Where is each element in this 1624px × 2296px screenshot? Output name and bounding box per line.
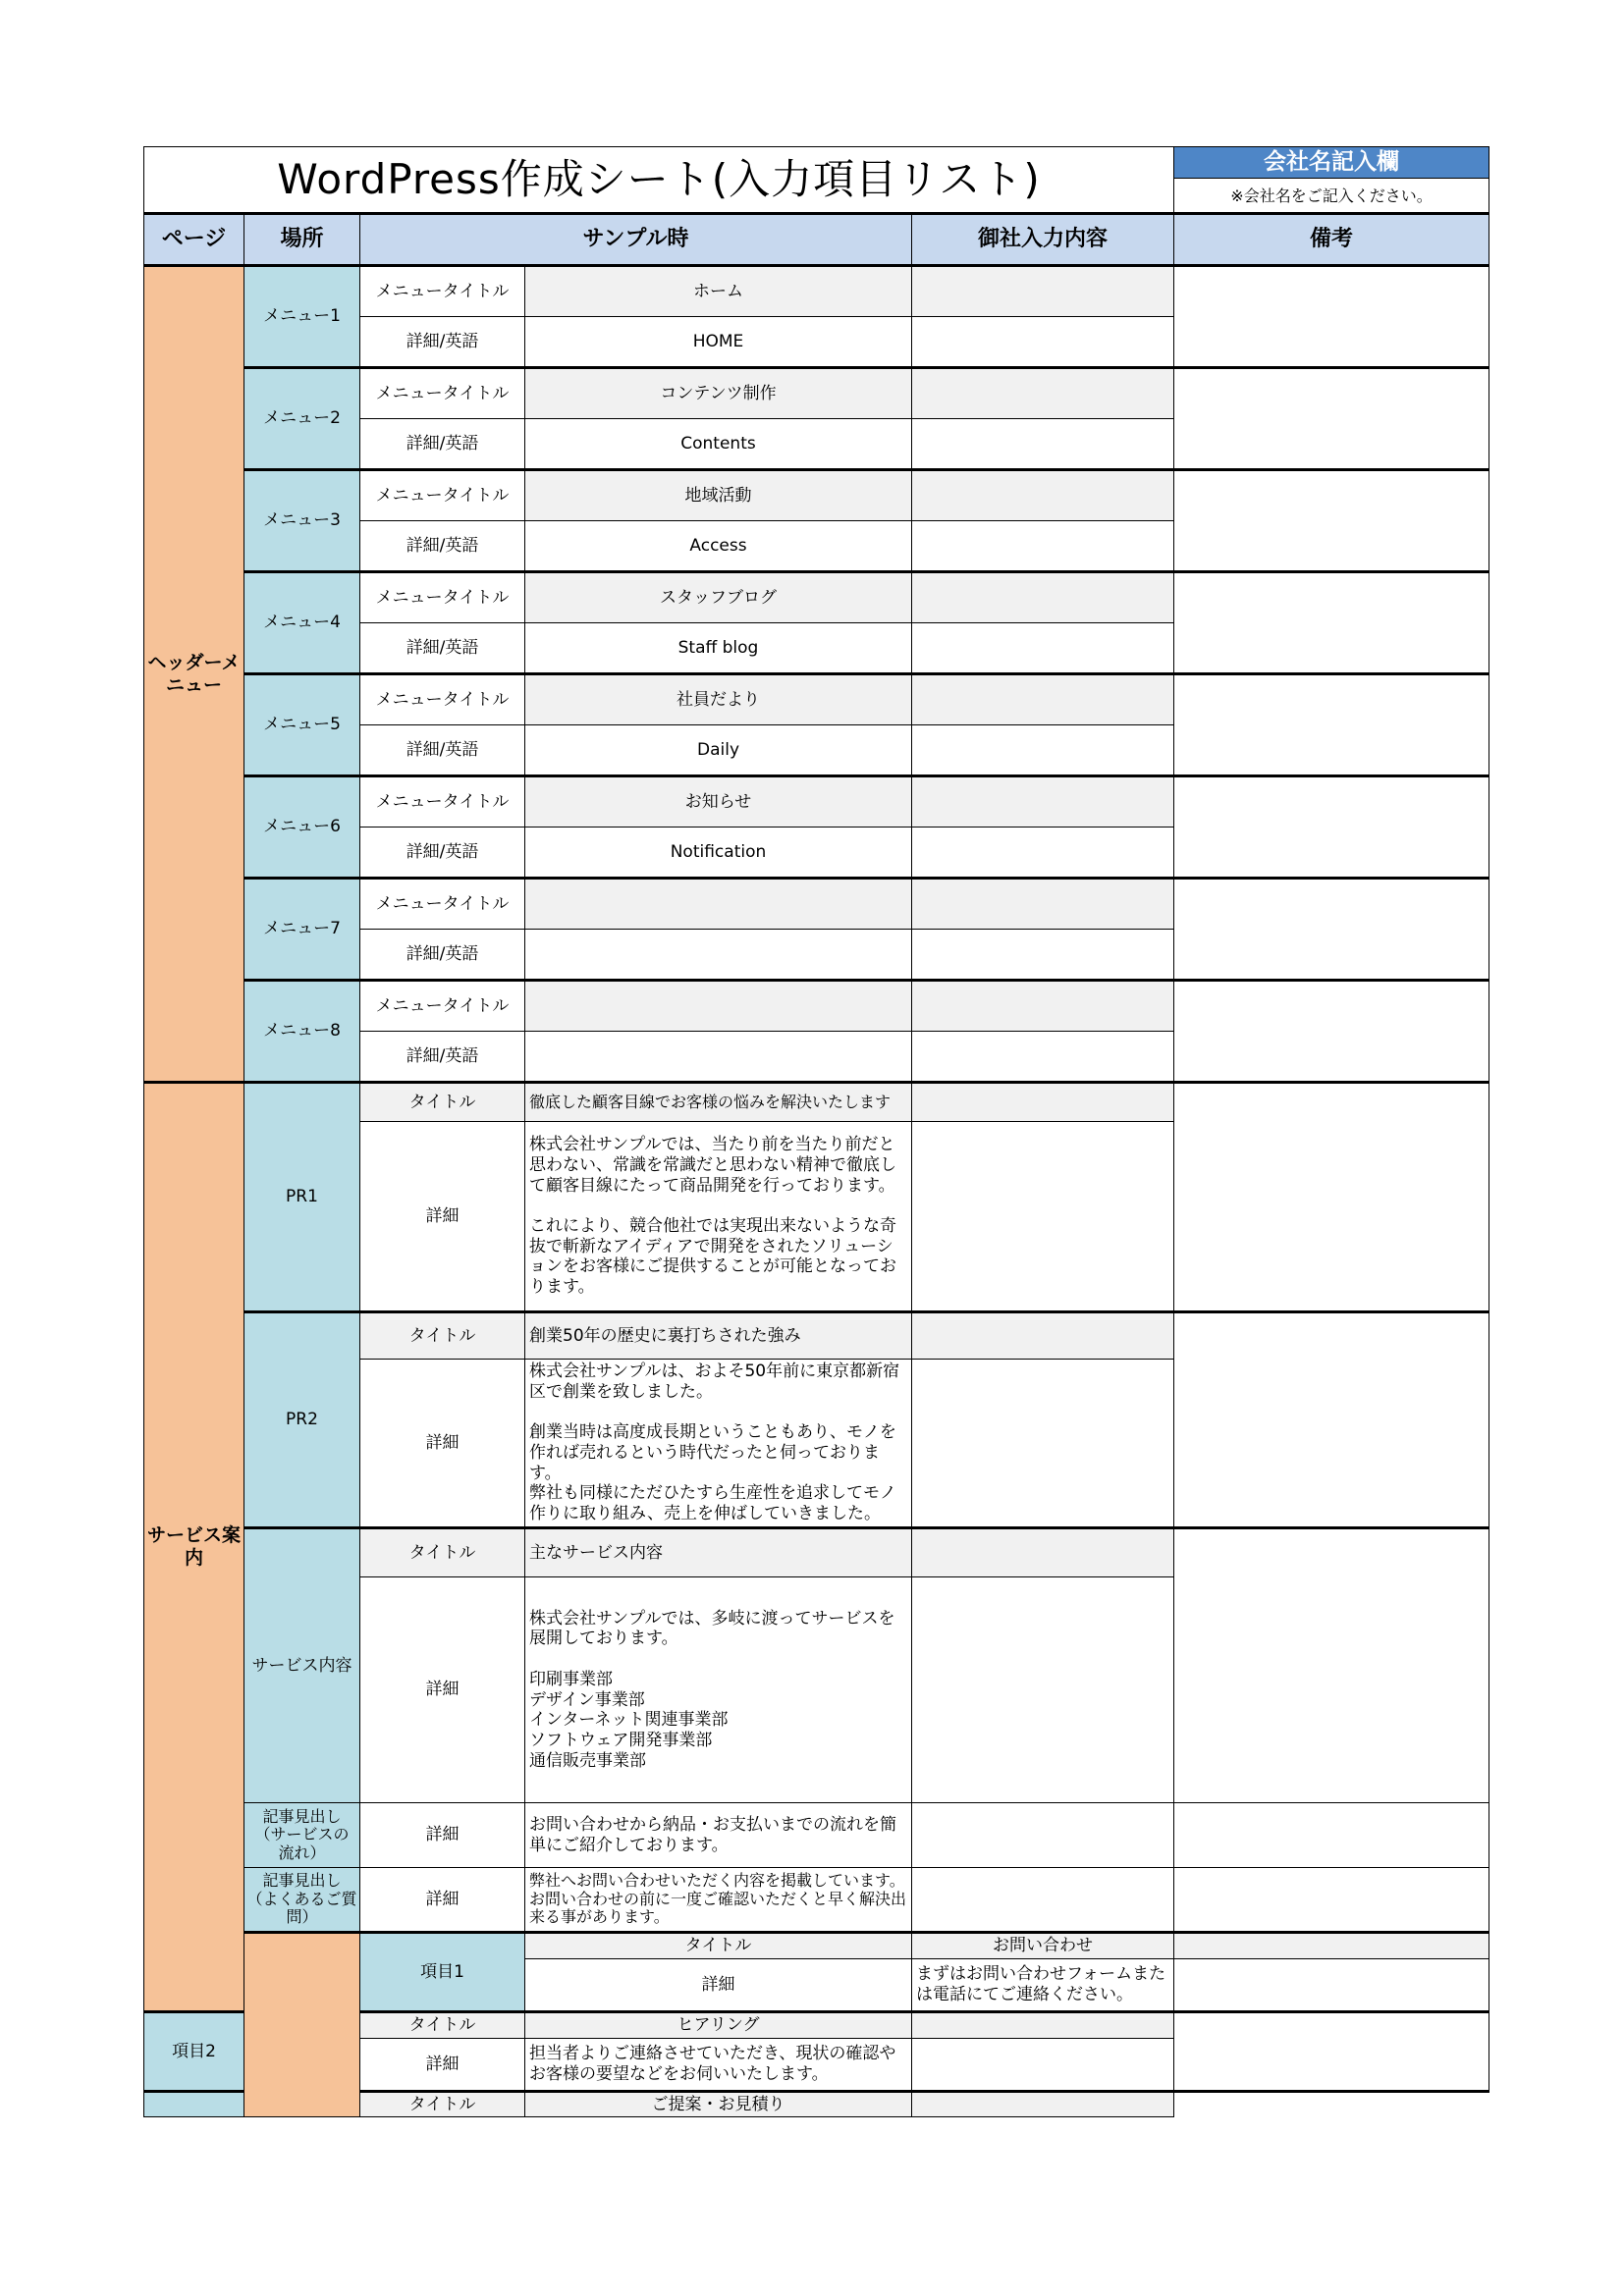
input-services-title[interactable] (912, 1528, 1174, 1577)
input-flow-detail[interactable] (912, 1803, 1174, 1868)
input-menu-6-title[interactable] (912, 776, 1174, 828)
remarks-item-2[interactable] (1174, 2012, 1489, 2092)
place-menu-5: メニュー5 (244, 674, 360, 776)
label-detail: 詳細 (360, 1577, 525, 1803)
label-title: タイトル (360, 1528, 525, 1577)
place-flow-heading: 記事見出し （サービスの 流れ） (244, 1803, 360, 1868)
input-menu-5-en[interactable] (912, 725, 1174, 776)
sheet-title: WordPress作成シート(入力項目リスト) (144, 147, 1174, 214)
sample-menu-6-title: お知らせ (525, 776, 912, 828)
sample-services-detail: 株式会社サンプルでは、多岐に渡ってサービスを展開しております。 印刷事業部 デザイン事業部 インターネット関連事業部 ソフトウェア開発事業部 通信販売事業部 (525, 1577, 912, 1803)
company-name-note[interactable]: ※会社名をご記入ください。 (1174, 179, 1489, 214)
label-menu-title: メニュータイトル (360, 674, 525, 725)
label-menu-title: メニュータイトル (360, 470, 525, 521)
label-detail-en: 詳細/英語 (360, 521, 525, 572)
remarks-menu-2[interactable] (1174, 368, 1489, 470)
sample-menu-8-title (525, 981, 912, 1032)
remarks-item-3[interactable] (1174, 2092, 1489, 2117)
sample-faq-detail: 弊社へお問い合わせいただく内容を掲載しています。お問い合わせの前に一度ご確認いただくと早く解決出来る事があります。 (525, 1868, 912, 1933)
col-header-input: 御社入力内容 (912, 214, 1174, 266)
input-menu-5-title[interactable] (912, 674, 1174, 725)
label-menu-title: メニュータイトル (360, 879, 525, 930)
remarks-services[interactable] (1174, 1528, 1489, 1803)
sample-menu-2-en: Contents (525, 419, 912, 470)
label-detail-en: 詳細/英語 (360, 828, 525, 879)
place-services: サービス内容 (244, 1528, 360, 1803)
sample-menu-5-title: 社員だより (525, 674, 912, 725)
place-menu-7: メニュー7 (244, 879, 360, 981)
input-menu-7-title[interactable] (912, 879, 1174, 930)
remarks-faq[interactable] (1174, 1868, 1489, 1933)
input-item-1-detail[interactable] (1174, 1959, 1489, 2012)
label-detail: 詳細 (360, 1868, 525, 1933)
label-menu-title: メニュータイトル (360, 981, 525, 1032)
remarks-menu-8[interactable] (1174, 981, 1489, 1083)
sample-menu-3-title: 地域活動 (525, 470, 912, 521)
sample-pr2-title: 創業50年の歴史に裏打ちされた強み (525, 1312, 912, 1360)
input-menu-8-en[interactable] (912, 1032, 1174, 1083)
company-name-header: 会社名記入欄 (1174, 147, 1489, 179)
sample-menu-8-en (525, 1032, 912, 1083)
place-menu-3: メニュー3 (244, 470, 360, 572)
input-item-1-title[interactable] (1174, 1933, 1489, 1959)
label-detail: 詳細 (525, 1959, 912, 2012)
remarks-menu-6[interactable] (1174, 776, 1489, 879)
input-menu-7-en[interactable] (912, 930, 1174, 981)
col-header-sample: サンプル時 (360, 214, 912, 266)
input-menu-2-title[interactable] (912, 368, 1174, 419)
col-header-remarks: 備考 (1174, 214, 1489, 266)
input-menu-3-en[interactable] (912, 521, 1174, 572)
sample-menu-5-en: Daily (525, 725, 912, 776)
input-faq-detail[interactable] (912, 1868, 1174, 1933)
input-menu-3-title[interactable] (912, 470, 1174, 521)
label-menu-title: メニュータイトル (360, 266, 525, 317)
input-services-detail[interactable] (912, 1577, 1174, 1803)
label-detail-en: 詳細/英語 (360, 930, 525, 981)
label-detail: 詳細 (360, 1122, 525, 1312)
place-item-2: 項目2 (144, 2012, 244, 2092)
place-menu-8: メニュー8 (244, 981, 360, 1083)
input-menu-8-title[interactable] (912, 981, 1174, 1032)
label-detail-en: 詳細/英語 (360, 725, 525, 776)
page-flow (244, 1933, 360, 2117)
place-pr2: PR2 (244, 1312, 360, 1528)
sample-item-2-detail: 担当者よりご連絡させていただき、現状の確認やお客様の要望などをお伺いいたします。 (525, 2039, 912, 2092)
sample-flow-detail: お問い合わせから納品・お支払いまでの流れを簡単にご紹介しております。 (525, 1803, 912, 1868)
place-item-3 (144, 2092, 244, 2117)
remarks-menu-1[interactable] (1174, 266, 1489, 368)
sample-pr1-title: 徹底した顧客目線でお客様の悩みを解決いたします (525, 1083, 912, 1122)
input-pr2-detail[interactable] (912, 1360, 1174, 1528)
page-header-menu: ヘッダーメ ニュー (144, 266, 244, 1083)
input-menu-2-en[interactable] (912, 419, 1174, 470)
label-title: タイトル (360, 1083, 525, 1122)
label-detail-en: 詳細/英語 (360, 317, 525, 368)
sample-menu-1-title: ホーム (525, 266, 912, 317)
remarks-pr1[interactable] (1174, 1083, 1489, 1312)
label-detail-en: 詳細/英語 (360, 623, 525, 674)
sample-menu-7-en (525, 930, 912, 981)
label-title: タイトル (360, 2092, 525, 2117)
sample-menu-4-en: Staff blog (525, 623, 912, 674)
sample-item-1-detail: まずはお問い合わせフォームまたは電話にてご連絡ください。 (912, 1959, 1174, 2012)
sample-pr2-detail: 株式会社サンプルは、およそ50年前に東京都新宿区で創業を致しました。 創業当時は高度成長期ということもあり、モノを作れば売れるという時代だったと伺っております。 弊社も同様にただひたすら生産性を追求してモノ作りに取り組み、売上を伸ばしていきました。 (525, 1360, 912, 1528)
col-header-page: ページ (144, 214, 244, 266)
label-title: タイトル (360, 2012, 525, 2039)
input-item-2-detail[interactable] (912, 2039, 1174, 2092)
place-faq-heading: 記事見出し （よくあるご質 問） (244, 1868, 360, 1933)
input-item-2-title[interactable] (912, 2012, 1174, 2039)
place-menu-1: メニュー1 (244, 266, 360, 368)
label-title: タイトル (360, 1312, 525, 1360)
sample-item-1-title: お問い合わせ (912, 1933, 1174, 1959)
page-service: サービス案 内 (144, 1083, 244, 2012)
label-detail-en: 詳細/英語 (360, 1032, 525, 1083)
sample-services-title: 主なサービス内容 (525, 1528, 912, 1577)
sample-menu-2-title: コンテンツ制作 (525, 368, 912, 419)
sample-item-3-title: ご提案・お見積り (525, 2092, 912, 2117)
col-header-place: 場所 (244, 214, 360, 266)
place-pr1: PR1 (244, 1083, 360, 1312)
sample-pr1-detail: 株式会社サンプルでは、当たり前を当たり前だと思わない、常識を常識だと思わない精神で徹底して顧客目線にたって商品開発を行っております。 これにより、競合他社では実現出来ないような奇抜で斬新なアイディアで開発をされたソリューションをお客様にご提供することが可能となっております。 (525, 1122, 912, 1312)
item-list-table (143, 146, 1489, 2117)
label-title: タイトル (525, 1933, 912, 1959)
remarks-menu-3[interactable] (1174, 470, 1489, 572)
remarks-pr2[interactable] (1174, 1312, 1489, 1528)
sample-item-2-title: ヒアリング (525, 2012, 912, 2039)
label-menu-title: メニュータイトル (360, 776, 525, 828)
input-menu-4-title[interactable] (912, 572, 1174, 623)
input-pr1-title[interactable] (912, 1083, 1174, 1122)
label-menu-title: メニュータイトル (360, 572, 525, 623)
label-detail-en: 詳細/英語 (360, 419, 525, 470)
sample-menu-4-title: スタッフブログ (525, 572, 912, 623)
place-menu-6: メニュー6 (244, 776, 360, 879)
place-menu-2: メニュー2 (244, 368, 360, 470)
input-item-sheet (143, 146, 1489, 2117)
label-detail: 詳細 (360, 1360, 525, 1528)
input-menu-4-en[interactable] (912, 623, 1174, 674)
label-menu-title: メニュータイトル (360, 368, 525, 419)
input-pr2-title[interactable] (912, 1312, 1174, 1360)
sample-menu-1-en: HOME (525, 317, 912, 368)
input-menu-1-title[interactable] (912, 266, 1174, 317)
input-menu-1-en[interactable] (912, 317, 1174, 368)
sample-menu-7-title (525, 879, 912, 930)
label-detail: 詳細 (360, 1803, 525, 1868)
place-item-1: 項目1 (360, 1933, 525, 2012)
input-menu-6-en[interactable] (912, 828, 1174, 879)
input-item-3-title[interactable] (912, 2092, 1174, 2117)
sample-menu-3-en: Access (525, 521, 912, 572)
input-pr1-detail[interactable] (912, 1122, 1174, 1312)
sample-menu-6-en: Notification (525, 828, 912, 879)
remarks-menu-7[interactable] (1174, 879, 1489, 981)
remarks-menu-5[interactable] (1174, 674, 1489, 776)
remarks-flow[interactable] (1174, 1803, 1489, 1868)
remarks-menu-4[interactable] (1174, 572, 1489, 674)
label-detail: 詳細 (360, 2039, 525, 2092)
place-menu-4: メニュー4 (244, 572, 360, 674)
